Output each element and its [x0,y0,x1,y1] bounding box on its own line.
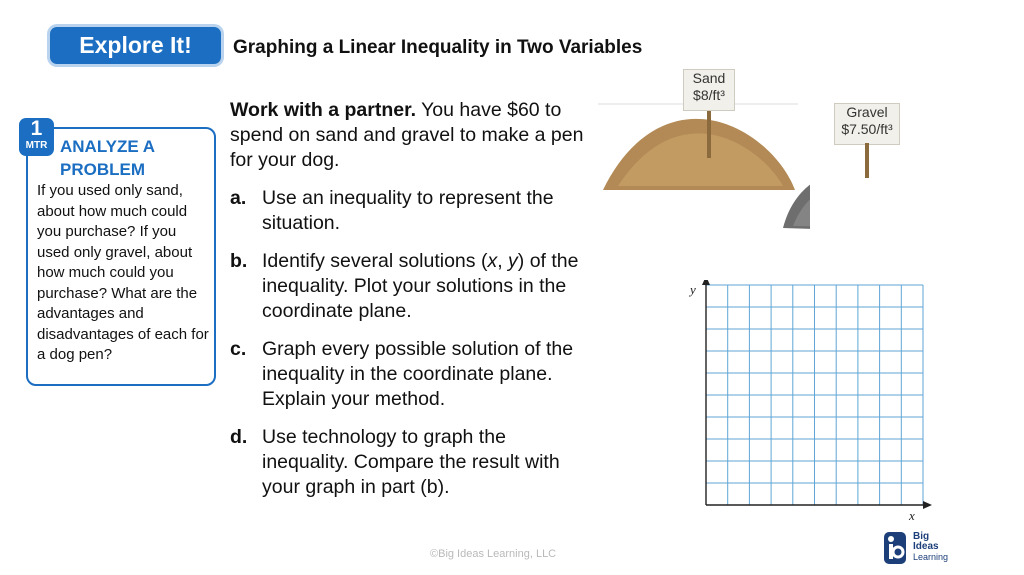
analyze-heading-line2: PROBLEM [60,160,145,179]
coordinate-grid [684,280,934,525]
intro-paragraph [230,98,590,173]
intro-bold: Work with a partner. [230,99,417,121]
coordinate-plane [684,280,934,530]
item-b-x: x [487,250,498,272]
item-d [230,425,590,500]
item-b-post: ) of the inequality. Plot your solutions in the coordinate plane. [262,250,579,322]
item-c-text: Graph every possible solution of the inequality in the coordinate plane. Explain your method. [262,338,574,410]
sand-sign-line2: $8/ft³ [693,87,725,103]
big-ideas-logo-icon [884,532,906,564]
item-a-letter: a. [230,187,247,209]
mtr-number: 1 [30,117,43,140]
gravel-sign-line1: Gravel [846,104,888,120]
y-axis-label: y [690,282,696,297]
gravel-sign-line2: $7.50/ft³ [841,121,893,137]
item-d-letter: d. [230,426,248,448]
sand-sign-line1: Sand [692,70,726,86]
x-axis-arrow [923,501,932,509]
page-title: Graphing a Linear Inequality in Two Variables [233,37,643,58]
item-c [230,337,590,412]
item-b-comma: , [497,250,509,272]
item-b-y: y [508,250,518,272]
logo-line3: Learning [913,552,949,562]
gravel-price-sign [834,103,900,145]
item-b [230,249,590,324]
analyze-heading-line1: ANALYZE A [60,137,156,156]
mtr-badge [19,118,54,156]
exploration-text [230,98,590,513]
copyright-credit: ©Big Ideas Learning, LLC [430,548,557,560]
item-c-letter: c. [230,338,247,360]
item-b-pre: Identify several solutions ( [262,250,488,272]
sand-price-sign [683,69,735,111]
explore-it-label: Explore It! [79,32,192,58]
item-d-text: Use technology to graph the inequality. Compare the result with your graph in part (b). [262,426,560,498]
logo-line1: Big [913,531,930,542]
mtr-label: MTR [25,140,48,151]
gravel-sign-post [865,143,869,178]
logo-line2: Ideas [913,541,939,552]
intro-text: You have $60 to spend on sand and gravel to make a pen for your dog. [230,99,584,171]
analyze-heading [60,135,210,181]
x-axis-label: x [909,508,915,523]
item-a [230,186,590,236]
explore-it-badge [50,27,221,64]
y-axis-arrow [702,280,710,285]
item-b-letter: b. [230,250,248,272]
analyze-question: If you used only sand, about how much could you purchase? If you used only gravel, about how much could you purchase? What are the advantages and disadvantages of each for a dog pen? [37,182,209,363]
logo-text [913,532,948,562]
big-ideas-logo [884,530,964,566]
item-a-text: Use an inequality to represent the situation. [262,187,554,234]
